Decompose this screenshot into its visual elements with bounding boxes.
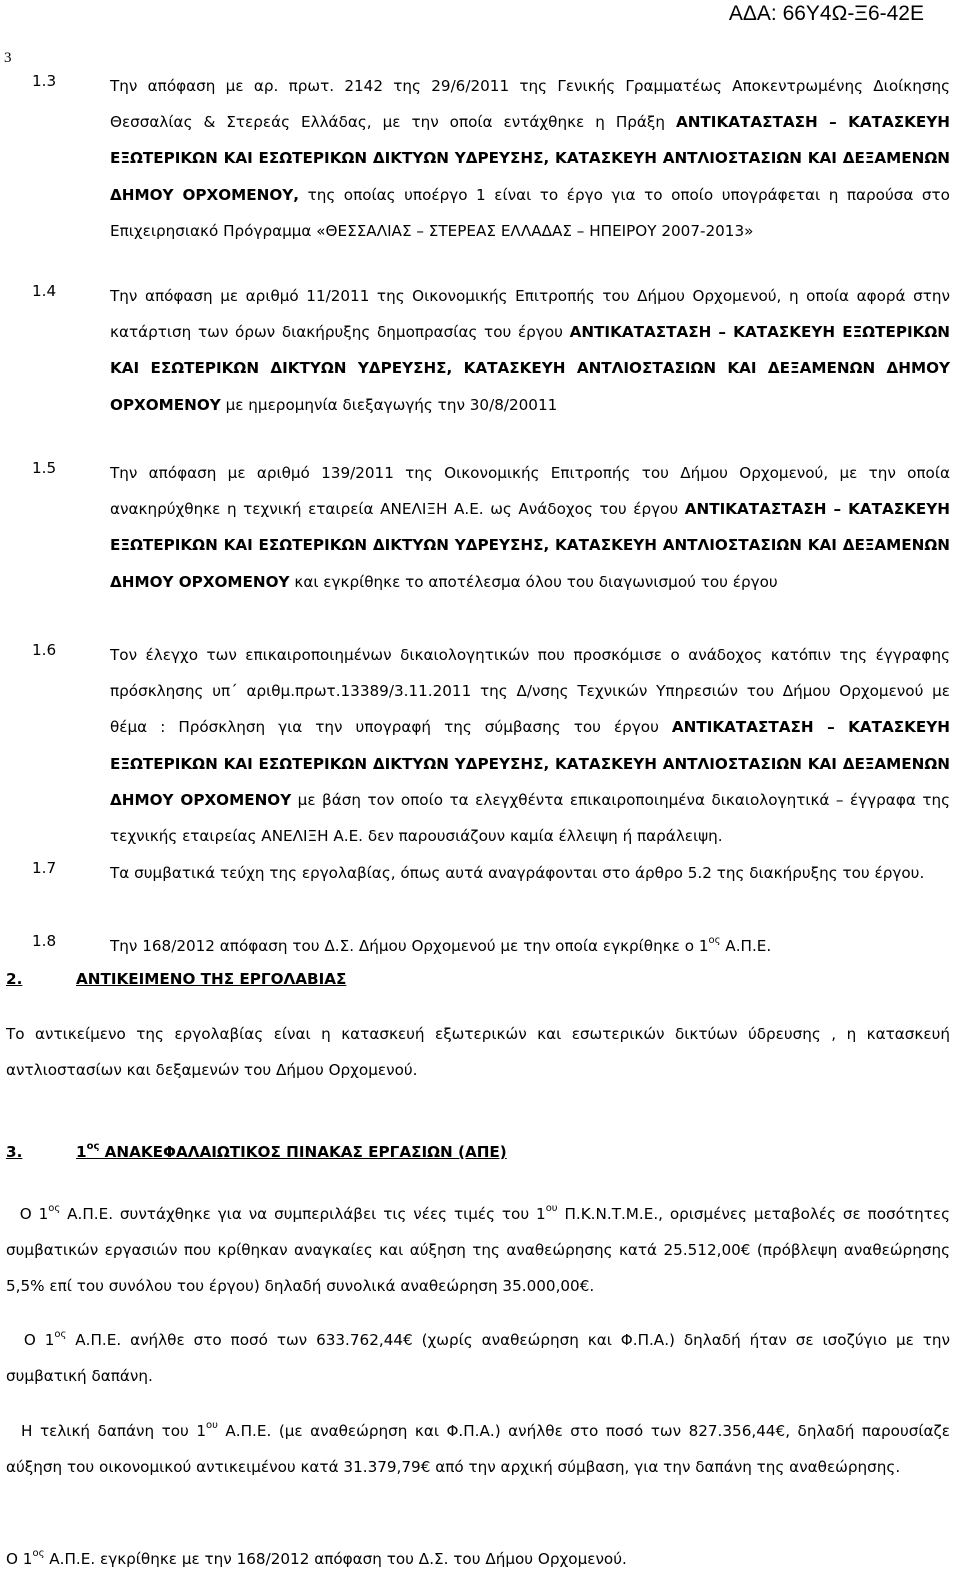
- section-title: ΑΝΤΙΚΕΙΜΕΝΟ ΤΗΣ ΕΡΓΟΛΑΒΙΑΣ: [76, 970, 347, 988]
- item-text: Την απόφαση με αρ. πρωτ. 2142 της 29/6/2011 της Γενικής Γραμματέως Αποκεντρωμένης Διοίκησης Θεσσαλίας & Στερεάς Ελλάδας, με την οποία εντάχθηκε η Πράξη ΑΝΤΙΚΑΤΑΣΤΑΣΗ – ΚΑΤΑΣΚΕΥΗ ΕΞΩΤΕΡΙΚΩΝ ΚΑΙ ΕΣΩΤΕΡΙΚΩΝ ΔΙΚΤΥΩΝ ΥΔΡΕΥΣΗΣ, ΚΑΤΑΣΚΕΥΗ ΑΝΤΛΙΟΣΤΑΣΙΩΝ ΚΑΙ ΔΕΞΑΜΕΝΩΝ ΔΗΜΟΥ ΟΡΧΟΜΕΝΟΥ, της οποίας υποέργο 1 είναι το έργο για το οποίο υπογράφεται η παρούσα στο Επιχειρησιακό Πρόγραμμα «ΘΕΣΣΑΛΙΑΣ – ΣΤΕΡΕΑΣ ΕΛΛΑΔΑΣ – ΗΠΕΙΡΟΥ 2007-2013»: [110, 77, 950, 240]
- project-title: ΑΝΤΙΚΑΤΑΣΤΑΣΗ – ΚΑΤΑΣΚΕΥΗ ΕΞΩΤΕΡΙΚΩΝ ΚΑΙ ΕΣΩΤΕΡΙΚΩΝ ΔΙΚΤΥΩΝ ΥΔΡΕΥΣΗΣ, ΚΑΤΑΣΚΕΥΗ ΑΝΤΛΙΟΣΤΑΣΙΩΝ ΚΑΙ ΔΕΞΑΜΕΝΩΝ ΔΗΜΟΥ ΟΡΧΟΜΕΝΟΥ: [110, 323, 950, 414]
- section-number: 3.: [6, 1143, 23, 1161]
- item-number: 1.7: [32, 859, 57, 877]
- section-3-paragraph-2: Ο $1^{o\varsigma}$ Α.Π.Ε. ανήλθε στο ποσό των 633.762,44€ (χωρίς αναθεώρηση και Φ.Π.Α.) δηλαδή ήταν σε ισοζύγιο με την συμβατική δαπάνη.: [6, 1328, 950, 1385]
- section-title: $1^{o\varsigma}$ ΑΝΑΚΕΦΑΛΑΙΩΤΙΚΟΣ ΠΙΝΑΚΑΣ ΕΡΓΑΣΙΩΝ (ΑΠΕ): [76, 1140, 507, 1161]
- list-item-1-7: [32, 855, 950, 891]
- project-title: ΑΝΤΙΚΑΤΑΣΤΑΣΗ – ΚΑΤΑΣΚΕΥΗ ΕΞΩΤΕΡΙΚΩΝ ΚΑΙ ΕΣΩΤΕΡΙΚΩΝ ΔΙΚΤΥΩΝ ΥΔΡΕΥΣΗΣ, ΚΑΤΑΣΚΕΥΗ ΑΝΤΛΙΟΣΤΑΣΙΩΝ ΚΑΙ ΔΕΞΑΜΕΝΩΝ ΔΗΜΟΥ ΟΡΧΟΜΕΝΟΥ: [110, 718, 950, 809]
- section-3-paragraph-1: Ο $1^{o\varsigma}$ Α.Π.Ε. συντάχθηκε για να συμπεριλάβει τις νέες τιμές του $1^{o\upsilon}$ Π.Κ.Ν.Τ.Μ.Ε., ορισμένες μεταβολές σε ποσότητες συμβατικών εργασιών που κρίθηκαν αναγκαίες και αύξηση της αναθεώρησης κατά 25.512,00€ (πρόβλεψη αναθεώρησης 5,5% επί του συνόλου του έργου) δηλαδή συνολικά αναθεώρηση 35.000,00€.: [6, 1202, 951, 1295]
- section-2-paragraph: Το αντικείμενο της εργολαβίας είναι η κατασκευή εξωτερικών και εσωτερικών δικτύων ύδρευσης , η κατασκευή αντλιοστασίων και δεξαμενών του Δήμου Ορχομενού.: [6, 1025, 950, 1079]
- item-text: Την 168/2012 απόφαση του Δ.Σ. Δήμου Ορχομενού με την οποία εγκρίθηκε ο $1^{o\varsigma}$ Α.Π.Ε.: [110, 934, 772, 955]
- item-number: 1.4: [32, 282, 57, 300]
- list-item-1-5: [32, 455, 950, 600]
- section-3-paragraph-4: Ο $1^{o\varsigma}$ Α.Π.Ε. εγκρίθηκε με την 168/2012 απόφαση του Δ.Σ. του Δήμου Ορχομενού.: [6, 1547, 627, 1568]
- list-item-1-8: [32, 928, 950, 964]
- list-item-1-4: [32, 278, 950, 423]
- item-text: Τα συμβατικά τεύχη της εργολαβίας, όπως αυτά αναγράφονται στο άρθρο 5.2 της διακήρυξης του έργου.: [110, 864, 925, 882]
- list-item-1-6: [32, 637, 950, 854]
- project-title: ΑΝΤΙΚΑΤΑΣΤΑΣΗ – ΚΑΤΑΣΚΕΥΗ ΕΞΩΤΕΡΙΚΩΝ ΚΑΙ ΕΣΩΤΕΡΙΚΩΝ ΔΙΚΤΥΩΝ ΥΔΡΕΥΣΗΣ, ΚΑΤΑΣΚΕΥΗ ΑΝΤΛΙΟΣΤΑΣΙΩΝ ΚΑΙ ΔΕΞΑΜΕΝΩΝ ΔΗΜΟΥ ΟΡΧΟΜΕΝΟΥ: [110, 500, 950, 591]
- section-3-paragraph-3: Η τελική δαπάνη του $1^{o\upsilon}$ Α.Π.Ε. (με αναθεώρηση και Φ.Π.Α.) ανήλθε στο ποσό των 827.356,44€, δηλαδή παρουσίαζε αύξηση του οικονομικού αντικειμένου κατά 31.379,79€ από την αρχική σύμβαση, για την δαπάνη της αναθεώρησης.: [6, 1419, 950, 1476]
- project-title: ΑΝΤΙΚΑΤΑΣΤΑΣΗ – ΚΑΤΑΣΚΕΥΗ ΕΞΩΤΕΡΙΚΩΝ ΚΑΙ ΕΣΩΤΕΡΙΚΩΝ ΔΙΚΤΥΩΝ ΥΔΡΕΥΣΗΣ, ΚΑΤΑΣΚΕΥΗ ΑΝΤΛΙΟΣΤΑΣΙΩΝ ΚΑΙ ΔΕΞΑΜΕΝΩΝ ΔΗΜΟΥ ΟΡΧΟΜΕΝΟΥ,: [110, 113, 950, 204]
- list-item-1-3: [32, 68, 950, 249]
- item-text: Την απόφαση με αριθμό 11/2011 της Οικονομικής Επιτροπής του Δήμου Ορχομενού, η οποία αφορά στην κατάρτιση των όρων διακήρυξης δημοπρασίας του έργου ΑΝΤΙΚΑΤΑΣΤΑΣΗ – ΚΑΤΑΣΚΕΥΗ ΕΞΩΤΕΡΙΚΩΝ ΚΑΙ ΕΣΩΤΕΡΙΚΩΝ ΔΙΚΤΥΩΝ ΥΔΡΕΥΣΗΣ, ΚΑΤΑΣΚΕΥΗ ΑΝΤΛΙΟΣΤΑΣΙΩΝ ΚΑΙ ΔΕΞΑΜΕΝΩΝ ΔΗΜΟΥ ΟΡΧΟΜΕΝΟΥ με ημερομηνία διεξαγωγής την 30/8/20011: [110, 287, 950, 414]
- item-text: Την απόφαση με αριθμό 139/2011 της Οικονομικής Επιτροπής του Δήμου Ορχομενού, με την οποία ανακηρύχθηκε η τεχνική εταιρεία ΑΝΕΛΙΞΗ Α.Ε. ως Ανάδοχος του έργου ΑΝΤΙΚΑΤΑΣΤΑΣΗ – ΚΑΤΑΣΚΕΥΗ ΕΞΩΤΕΡΙΚΩΝ ΚΑΙ ΕΣΩΤΕΡΙΚΩΝ ΔΙΚΤΥΩΝ ΥΔΡΕΥΣΗΣ, ΚΑΤΑΣΚΕΥΗ ΑΝΤΛΙΟΣΤΑΣΙΩΝ ΚΑΙ ΔΕΞΑΜΕΝΩΝ ΔΗΜΟΥ ΟΡΧΟΜΕΝΟΥ και εγκρίθηκε το αποτέλεσμα όλου του διαγωνισμού του έργου: [110, 464, 950, 591]
- section-number: 2.: [6, 970, 23, 988]
- item-text: Τον έλεγχο των επικαιροποιημένων δικαιολογητικών που προσκόμισε ο ανάδοχος κατόπιν της έγγραφης πρόσκλησης υπ΄ αριθμ.πρωτ.13389/3.11.2011 της Δ/νσης Τεχνικών Υπηρεσιών του Δήμου Ορχομενού με θέμα : Πρόσκληση για την υπογραφή της σύμβασης του έργου ΑΝΤΙΚΑΤΑΣΤΑΣΗ – ΚΑΤΑΣΚΕΥΗ ΕΞΩΤΕΡΙΚΩΝ ΚΑΙ ΕΣΩΤΕΡΙΚΩΝ ΔΙΚΤΥΩΝ ΥΔΡΕΥΣΗΣ, ΚΑΤΑΣΚΕΥΗ ΑΝΤΛΙΟΣΤΑΣΙΩΝ ΚΑΙ ΔΕΞΑΜΕΝΩΝ ΔΗΜΟΥ ΟΡΧΟΜΕΝΟΥ με βάση τον οποίο τα ελεγχθέντα επικαιροποιημένα δικαιολογητικά – έγγραφα της τεχνικής εταιρείας ΑΝΕΛΙΞΗ Α.Ε. δεν παρουσιάζουν καμία έλλειψη ή παράλειψη.: [110, 646, 951, 846]
- item-number: 1.8: [32, 932, 57, 950]
- item-number: 1.6: [32, 641, 57, 659]
- item-number: 1.3: [32, 72, 57, 90]
- page-number: 3: [4, 50, 12, 66]
- item-number: 1.5: [32, 459, 57, 477]
- ada-code: ΑΔΑ: 66Υ4Ω-Ξ6-42Ε: [728, 2, 924, 25]
